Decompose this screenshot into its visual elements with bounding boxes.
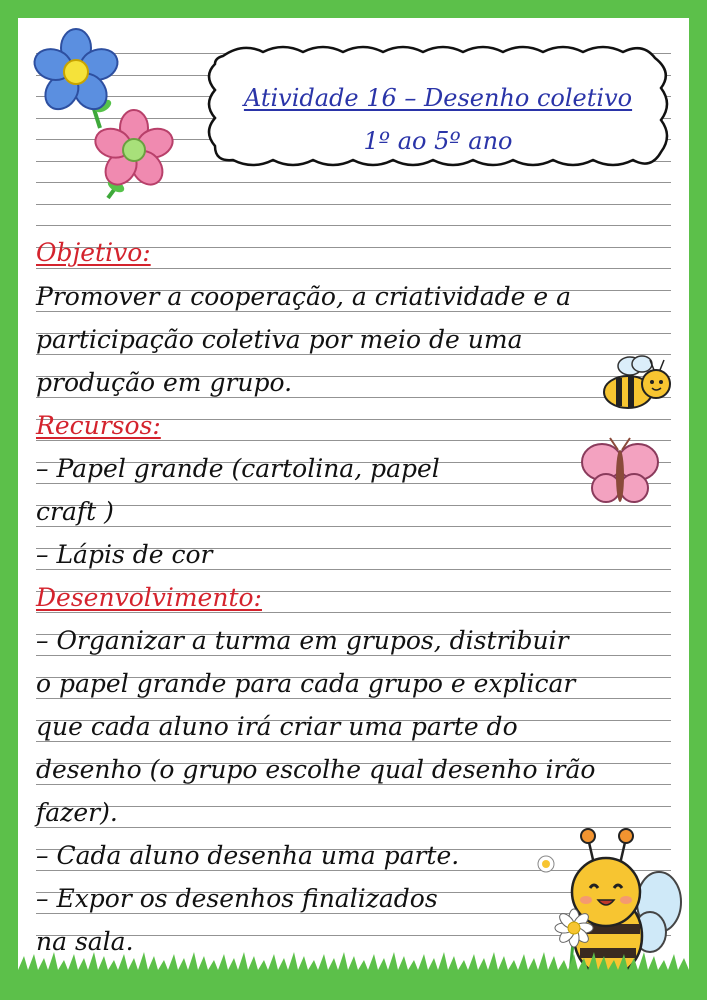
page-title: Atividade 16 – Desenho coletivo — [243, 84, 633, 112]
objetivo-line: participação coletiva por meio de uma — [36, 325, 523, 354]
desenvolvimento-line: desenho (o grupo escolhe qual desenho irão — [36, 755, 596, 784]
recursos-line: – Lápis de cor — [36, 540, 213, 569]
recursos-heading: Recursos: — [36, 411, 161, 440]
page-subtitle: 1º ao 5º ano — [363, 127, 513, 155]
desenvolvimento-line: – Organizar a turma em grupos, distribuir — [36, 626, 569, 655]
flower-icon — [86, 104, 186, 204]
recursos-line: – Papel grande (cartolina, papel — [36, 454, 440, 483]
desenvolvimento-line: na sala. — [36, 927, 134, 956]
recursos-line: craft ) — [36, 497, 114, 526]
desenvolvimento-line: – Expor os desenhos finalizados — [36, 884, 438, 913]
objetivo-line: Promover a cooperação, a criatividade e a — [36, 282, 572, 311]
title-frame — [203, 42, 673, 170]
objetivo-heading: Objetivo: — [36, 238, 151, 267]
desenvolvimento-line: que cada aluno irá criar uma parte do — [36, 712, 518, 741]
butterfly-icon — [578, 436, 662, 516]
worksheet-page — [18, 18, 689, 982]
bee-icon — [598, 352, 678, 422]
desenvolvimento-heading: Desenvolvimento: — [36, 583, 262, 612]
desenvolvimento-line: o papel grande para cada grupo e explicar — [36, 669, 576, 698]
desenvolvimento-line: fazer). — [36, 798, 118, 827]
desenvolvimento-line: – Cada aluno desenha uma parte. — [36, 841, 460, 870]
objetivo-line: produção em grupo. — [36, 368, 293, 397]
grass-border — [18, 952, 689, 982]
